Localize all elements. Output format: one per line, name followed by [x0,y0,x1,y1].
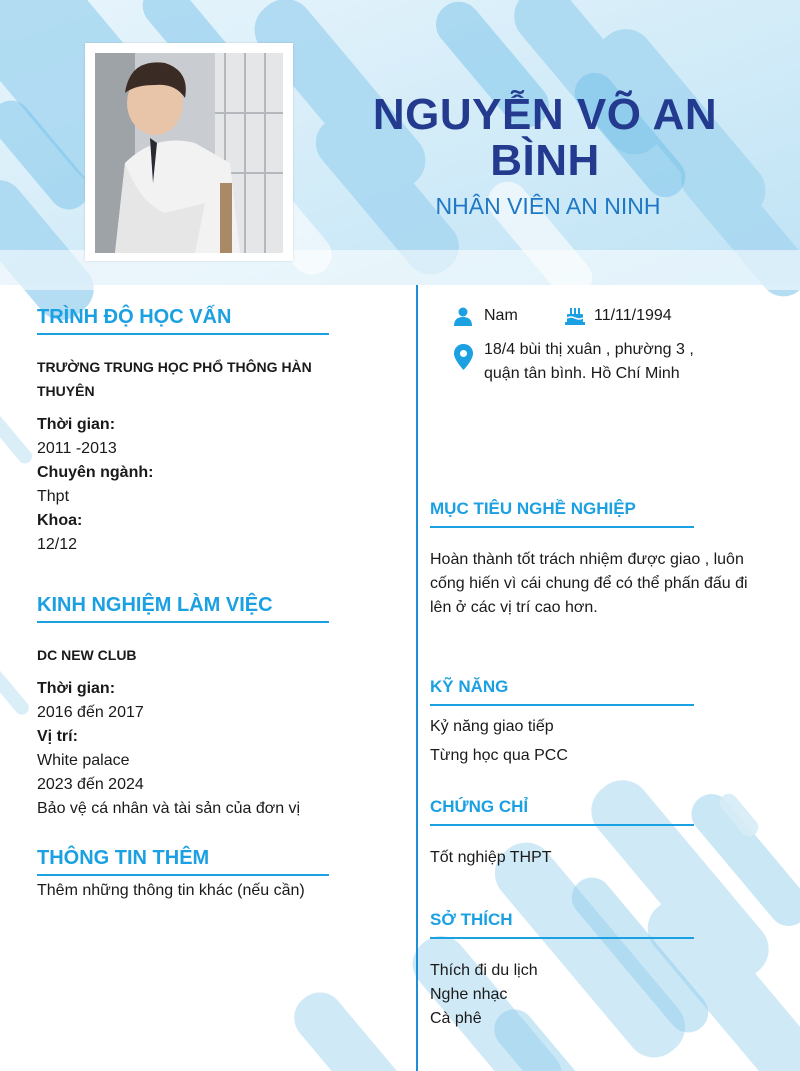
full-name [360,92,730,184]
skill-item: Từng học qua PCC [430,747,568,764]
education-major-label: Chuyên ngành: [37,464,154,481]
objective-line3: lên ở các vị trí cao hơn. [430,599,598,616]
education-faculty-value: 12/12 [37,536,78,553]
location-pin-icon [454,344,473,370]
extra-info-title: THÔNG TIN THÊM [37,847,210,869]
certificate-item: Tốt nghiệp THPT [430,849,552,866]
contact-address-line2: quận tân bình. Hồ Chí Minh [484,365,680,382]
profile-photo [95,53,283,253]
education-school-line1: TRƯỜNG TRUNG HỌC PHỔ THÔNG HÀN [37,359,312,375]
hobbies-rule [430,937,694,939]
profile-photo-frame [85,43,293,261]
extra-info-text: Thêm những thông tin khác (nếu cần) [37,882,305,899]
education-time-label: Thời gian: [37,416,116,433]
hobbies-title: SỞ THÍCH [430,910,513,929]
contact-gender: Nam [484,307,518,324]
education-title: TRÌNH ĐỘ HỌC VẤN [37,306,232,328]
certificates-title: CHỨNG CHỈ [430,797,529,816]
objective-line2: cống hiến vì cái chung để có thể phấn đấu đi [430,575,748,592]
contact-birthday: 11/11/1994 [594,307,672,324]
job-title: NHÂN VIÊN AN NINH [435,193,661,219]
education-major-value: Thpt [37,488,70,505]
education-time-value: 2011 -2013 [37,440,117,457]
experience-time-value: 2016 đến 2017 [37,704,144,721]
experience-title: KINH NGHIỆM LÀM VIỆC [37,594,273,616]
hobby-item: Cà phê [430,1010,482,1027]
education-school-line2: THUYÊN [37,383,95,399]
experience-rule [37,621,329,623]
column-divider [416,285,418,1071]
person-icon [453,306,473,326]
full-name-line2: BÌNH [490,136,600,185]
skills-title: KỸ NĂNG [430,677,509,696]
objective-line1: Hoàn thành tốt trách nhiệm được giao , luôn [430,551,744,568]
experience-company: DC NEW CLUB [37,647,137,663]
extra-info-rule [37,874,329,876]
education-faculty-label: Khoa: [37,512,83,529]
experience-position-desc: Bảo vệ cá nhân và tài sản của đơn vị [37,800,301,817]
objective-title: MỤC TIÊU NGHỀ NGHIỆP [430,499,636,518]
skill-item: Kỷ năng giao tiếp [430,718,554,735]
experience-position-label: Vị trí: [37,728,78,745]
certificates-rule [430,824,694,826]
experience-position-value: White palace [37,752,130,769]
hobby-item: Thích đi du lịch [430,962,538,979]
skills-rule [430,704,694,706]
contact-address-line1: 18/4 bùi thị xuân , phường 3 , [484,341,694,358]
full-name-line1: NGUYỄN VÕ AN [372,90,718,139]
experience-time-label: Thời gian: [37,680,116,697]
cake-icon [564,305,586,325]
objective-rule [430,526,694,528]
hobby-item: Nghe nhạc [430,986,508,1003]
experience-position-time: 2023 đến 2024 [37,776,144,793]
education-rule [37,333,329,335]
